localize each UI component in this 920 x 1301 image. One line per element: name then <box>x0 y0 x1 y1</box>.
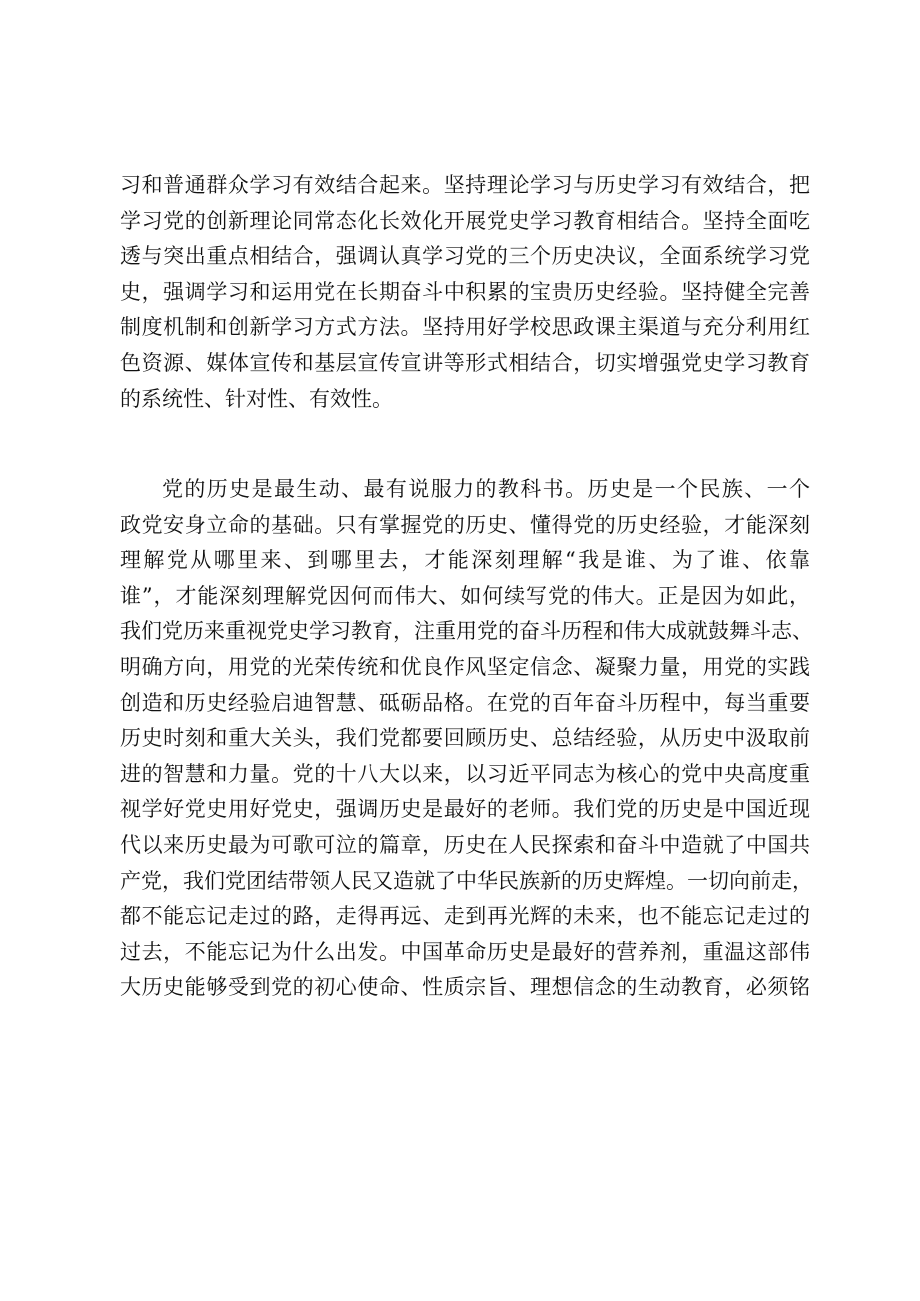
text-line: 习和普通群众学习有效结合起来。坚持理论学习与历史学习有效结合，把 <box>120 173 810 197</box>
text-line: 的系统性、针对性、有效性。 <box>120 386 393 411</box>
text-line: 产党，我们党团结带领人民又造就了中华民族新的历史辉煌。一切向前走， <box>120 868 813 893</box>
text-line: 大历史能够受到党的初心使命、性质宗旨、理想信念的生动教育，必须铭 <box>120 975 810 1000</box>
paragraph-2 <box>120 472 813 1006</box>
text-line: 创造和历史经验启迪智慧、砥砺品格。在党的百年奋斗历程中，每当重要 <box>120 690 810 715</box>
text-line: 理解党从哪里来、到哪里去，才能深刻理解“我是谁、为了谁、依靠 <box>120 548 810 573</box>
text-line: 我们党历来重视党史学习教育，注重用党的奋斗历程和伟大成就鼓舞斗志、 <box>120 619 813 644</box>
text-line: 史，强调学习和运用党在长期奋斗中积累的宝贵历史经验。坚持健全完善 <box>120 279 810 304</box>
text-line: 透与突出重点相结合，强调认真学习党的三个历史决议，全面系统学习党 <box>120 244 810 269</box>
text-line: 明确方向，用党的光荣传统和优良作风坚定信念、凝聚力量，用党的实践 <box>120 654 810 679</box>
text-line: 学习党的创新理论同常态化长效化开展党史学习教育相结合。坚持全面吃 <box>120 208 810 233</box>
text-line: 色资源、媒体宣传和基层宣传宣讲等形式相结合，切实增强党史学习教育 <box>120 350 810 375</box>
text-line: 都不能忘记走过的路，走得再远、走到再光辉的未来，也不能忘记走过的 <box>120 904 810 929</box>
text-line: 制度机制和创新学习方式方法。坚持用好学校思政课主渠道与充分利用红 <box>120 315 810 340</box>
text-line: 代以来历史最为可歌可泣的篇章，历史在人民探索和奋斗中造就了中国共 <box>120 832 810 857</box>
text-line: 过去，不能忘记为什么出发。中国革命历史是最好的营养剂，重温这部伟 <box>120 939 810 964</box>
paragraph-1 <box>120 168 810 417</box>
text-line: 进的智慧和力量。党的十八大以来，以习近平同志为核心的党中央高度重 <box>120 761 810 786</box>
text-line: 谁”，才能深刻理解党因何而伟大、如何续写党的伟大。正是因为如此， <box>120 583 810 608</box>
text-line: 视学好党史用好党史，强调历史是最好的老师。我们党的历史是中国近现 <box>120 797 810 822</box>
text-line: 党的历史是最生动、最有说服力的教科书。历史是一个民族、一个 <box>162 477 810 501</box>
text-line: 历史时刻和重大关头，我们党都要回顾历史、总结经验，从历史中汲取前 <box>120 726 810 751</box>
text-line: 政党安身立命的基础。只有掌握党的历史、懂得党的历史经验，才能深刻 <box>120 512 810 537</box>
